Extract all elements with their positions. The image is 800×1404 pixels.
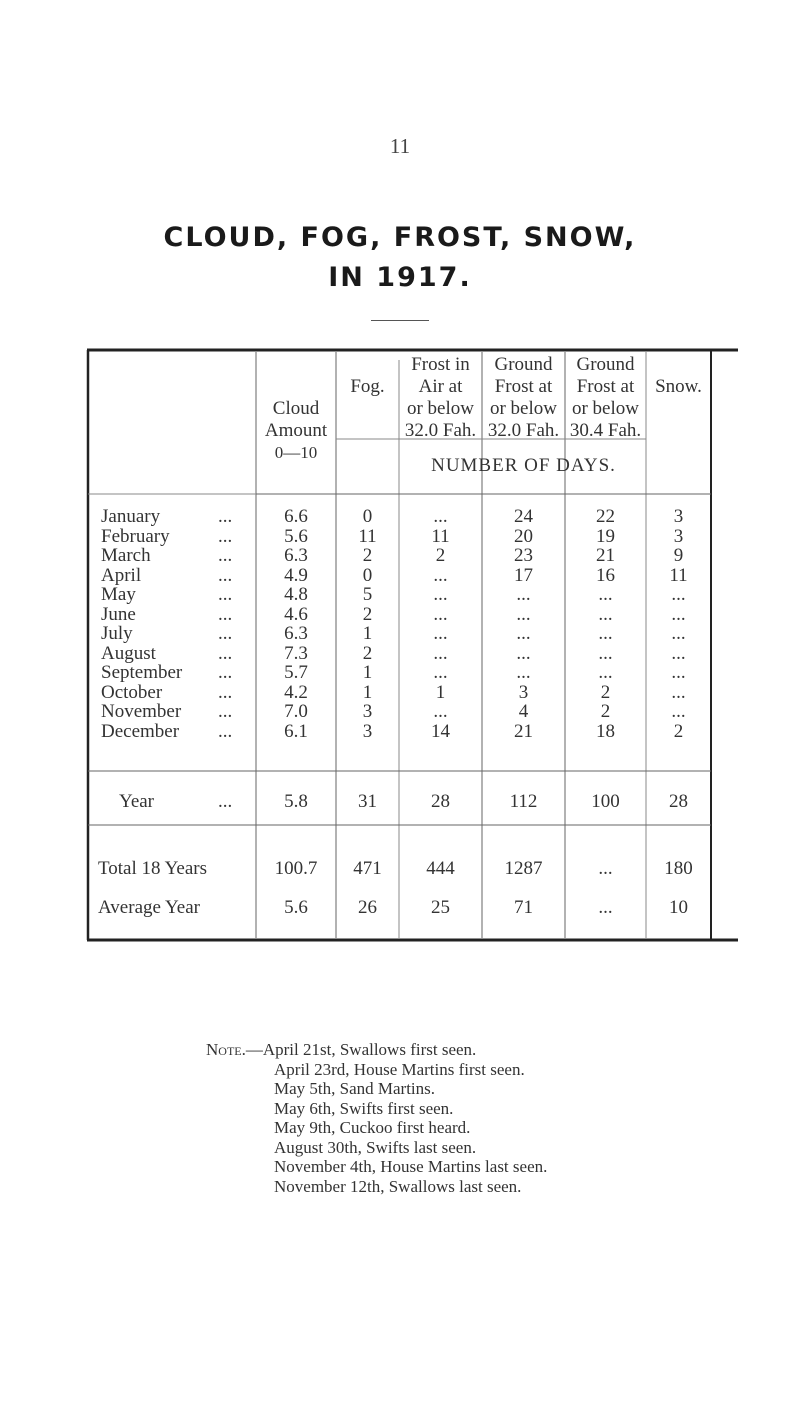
header-snow: Snow. <box>655 376 702 397</box>
leader-dots: ... <box>218 623 233 644</box>
month-label: February <box>101 525 170 547</box>
cell-g32: 3 <box>518 681 529 703</box>
page-subtitle: IN 1917. <box>328 262 472 293</box>
cell-fog: 3 <box>362 701 373 722</box>
cell-g30: 18 <box>596 720 615 742</box>
cell-fog: 2 <box>362 642 373 664</box>
leader-dots: ... <box>218 525 233 547</box>
month-label: December <box>101 720 180 742</box>
total-cell-g32: 1287 <box>504 858 543 879</box>
total-cell-g30: ... <box>598 897 613 918</box>
cell-frost: ... <box>433 584 448 605</box>
year-cell-g30: 100 <box>591 791 620 812</box>
total-label: Total 18 Years <box>98 858 207 879</box>
cell-g30: 2 <box>600 701 611 722</box>
cell-fog: 5 <box>362 584 373 605</box>
month-label: March <box>101 545 151 566</box>
month-label: November <box>101 701 182 722</box>
cell-g30: 2 <box>600 681 611 703</box>
cell-fog: 0 <box>362 506 373 527</box>
cell-cloud: 4.8 <box>284 584 308 605</box>
note-first-line: Note.—April 21st, Swallows first seen. <box>206 1040 477 1059</box>
year-cell-g32: 112 <box>509 791 538 812</box>
cell-cloud: 6.1 <box>284 720 308 742</box>
cell-g32: ... <box>516 642 531 664</box>
cell-frost: ... <box>433 701 448 722</box>
leader-dots: ... <box>218 584 233 605</box>
note-line: August 30th, Swifts last seen. <box>274 1137 477 1157</box>
cell-snow: ... <box>671 623 686 644</box>
cell-g32: ... <box>516 603 531 625</box>
cell-cloud: 7.0 <box>284 701 308 722</box>
leader-dots: ... <box>218 506 233 527</box>
cell-snow: ... <box>671 662 686 683</box>
note-line: May 9th, Cuckoo first heard. <box>274 1118 471 1137</box>
cell-cloud: 5.6 <box>284 525 308 547</box>
total-cell-g30: ... <box>598 858 613 879</box>
year-cell-snow: 28 <box>669 791 688 812</box>
year-label: Year <box>119 791 155 812</box>
leader-dots: ... <box>218 791 233 812</box>
cell-g32: 21 <box>514 720 533 742</box>
cell-g32: ... <box>516 662 531 683</box>
note-line: April 23rd, House Martins first seen. <box>274 1059 525 1079</box>
cell-g30: ... <box>598 662 613 683</box>
cell-frost: ... <box>433 506 448 527</box>
cell-snow: ... <box>671 681 686 703</box>
header-fog: Fog. <box>350 376 385 397</box>
year-cell-cloud: 5.8 <box>284 791 308 812</box>
cell-cloud: 4.9 <box>284 564 308 586</box>
cell-snow: ... <box>671 642 686 664</box>
total-cell-g32: 71 <box>514 897 533 918</box>
cell-fog: 11 <box>358 525 377 547</box>
cell-g32: ... <box>516 584 531 605</box>
cell-frost: 11 <box>431 525 450 547</box>
cell-snow: ... <box>671 584 686 605</box>
leader-dots: ... <box>218 545 233 566</box>
total-cell-frost: 25 <box>431 897 450 918</box>
title-divider <box>371 320 429 321</box>
cell-frost: ... <box>433 662 448 683</box>
leader-dots: ... <box>218 720 233 742</box>
cell-g30: ... <box>598 623 613 644</box>
cell-fog: 3 <box>362 720 373 742</box>
leader-dots: ... <box>218 642 233 664</box>
cell-snow: ... <box>671 603 686 625</box>
cell-cloud: 5.7 <box>284 662 308 683</box>
cell-cloud: 4.6 <box>284 603 308 625</box>
cell-cloud: 6.3 <box>284 545 308 566</box>
cell-frost: ... <box>433 623 448 644</box>
cell-g30: ... <box>598 642 613 664</box>
cell-frost: ... <box>433 564 448 586</box>
cell-fog: 1 <box>362 623 373 644</box>
cell-g30: ... <box>598 603 613 625</box>
cell-cloud: 4.2 <box>284 681 308 703</box>
header-ground-frost-30: Ground Frost at or below 30.4 Fah. <box>569 354 642 441</box>
cell-g30: 19 <box>596 525 615 547</box>
cell-cloud: 7.3 <box>284 642 308 664</box>
header-cloud: Cloud Amount 0—10 <box>264 398 328 462</box>
cell-g32: ... <box>516 623 531 644</box>
year-cell-frost: 28 <box>431 791 450 812</box>
leader-dots: ... <box>218 603 233 625</box>
cell-fog: 1 <box>362 662 373 683</box>
total-cell-fog: 471 <box>353 858 382 879</box>
cell-g30: ... <box>598 584 613 605</box>
cell-frost: ... <box>433 603 448 625</box>
note-line: May 5th, Sand Martins. <box>274 1079 436 1098</box>
cell-snow: 11 <box>669 564 688 586</box>
cell-fog: 0 <box>362 564 373 586</box>
cell-g32: 4 <box>518 701 529 722</box>
header-number-of-days: NUMBER OF DAYS. <box>431 455 616 476</box>
month-label: September <box>101 662 183 683</box>
leader-dots: ... <box>218 681 233 703</box>
total-cell-frost: 444 <box>426 858 455 879</box>
cell-fog: 2 <box>362 603 373 625</box>
note-line: May 6th, Swifts first seen. <box>274 1098 454 1118</box>
cell-g30: 16 <box>596 564 615 586</box>
cell-snow: 2 <box>673 720 684 742</box>
cell-snow: 3 <box>673 525 684 547</box>
cell-g32: 24 <box>514 506 533 527</box>
header-frost-air: Frost in Air at or below 32.0 Fah. <box>404 354 477 441</box>
cell-snow: ... <box>671 701 686 722</box>
cell-g32: 17 <box>514 564 533 586</box>
month-label: July <box>101 623 133 644</box>
year-cell-fog: 31 <box>358 791 377 812</box>
total-cell-cloud: 5.6 <box>284 897 308 918</box>
cell-fog: 1 <box>362 681 373 703</box>
cell-frost: 14 <box>431 720 450 742</box>
cell-g32: 20 <box>514 525 533 547</box>
cell-g30: 22 <box>596 506 615 527</box>
notes <box>206 1040 547 1196</box>
month-label: June <box>101 603 136 625</box>
month-label: January <box>101 506 161 527</box>
note-line: November 4th, House Martins last seen. <box>274 1157 548 1176</box>
header-ground-frost-32: Ground Frost at or below 32.0 Fah. <box>487 354 560 441</box>
cell-g32: 23 <box>514 545 533 566</box>
total-cell-fog: 26 <box>358 897 377 918</box>
cell-snow: 9 <box>673 545 684 566</box>
cell-g30: 21 <box>596 545 615 566</box>
total-cell-snow: 10 <box>669 897 688 918</box>
cell-cloud: 6.3 <box>284 623 308 644</box>
cell-frost: 1 <box>435 681 446 703</box>
cell-fog: 2 <box>362 545 373 566</box>
cell-frost: 2 <box>435 545 446 566</box>
month-label: October <box>101 681 163 703</box>
cell-snow: 3 <box>673 506 684 527</box>
leader-dots: ... <box>218 701 233 722</box>
total-cell-cloud: 100.7 <box>274 858 318 879</box>
note-line: November 12th, Swallows last seen. <box>274 1176 522 1196</box>
total-label: Average Year <box>98 897 200 918</box>
page-number: 11 <box>389 134 411 158</box>
month-label: May <box>101 584 136 605</box>
leader-dots: ... <box>218 564 233 586</box>
leader-dots: ... <box>218 662 233 683</box>
total-cell-snow: 180 <box>664 858 693 879</box>
cell-cloud: 6.6 <box>284 506 308 527</box>
month-label: April <box>101 564 142 586</box>
cell-frost: ... <box>433 642 448 664</box>
page-title: CLOUD, FOG, FROST, SNOW, <box>163 222 637 253</box>
month-label: August <box>101 642 156 664</box>
